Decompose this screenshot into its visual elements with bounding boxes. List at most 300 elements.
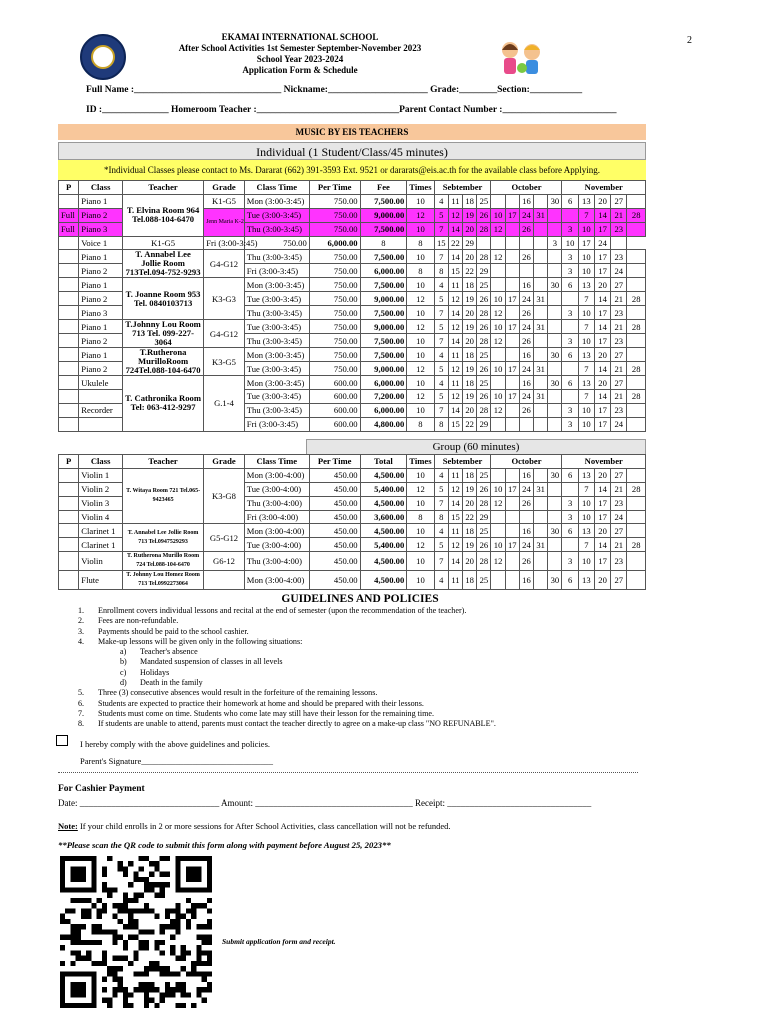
guideline-text: Students are expected to practice their homework at home and should be prepared with their lessons. <box>98 698 424 708</box>
oct-date-cell: 17 <box>505 390 519 404</box>
period-cell <box>59 334 79 348</box>
period-cell <box>59 496 79 510</box>
oct-date-cell: 17 <box>505 320 519 334</box>
sep-date-cell: 14 <box>448 306 462 320</box>
time-cell: Thu (3:00-4:00) <box>244 552 309 571</box>
sep-date-cell: 14 <box>448 334 462 348</box>
teacher-cell: T.Johnny Lou Room 713 Tel. 099-227-3064 <box>122 320 203 348</box>
grade-cell: K1-G5 <box>122 236 203 250</box>
total-cell: 4,500.00 <box>360 524 407 538</box>
oct-date-cell <box>534 334 548 348</box>
table-row <box>59 278 646 292</box>
school-logo-icon <box>80 34 126 80</box>
nov-date-cell: 6 <box>562 376 578 390</box>
sep-date-cell: 29 <box>477 510 491 524</box>
sep-date-cell: 22 <box>463 417 477 431</box>
period-cell <box>59 417 79 431</box>
oct-date-cell: 31 <box>534 208 548 222</box>
grade-cell: G4-G12 <box>204 320 245 348</box>
oct-date-cell <box>548 306 562 320</box>
student-id-line[interactable]: ID :______________ Homeroom Teacher :______________________________Parent Contact Number :________________________ <box>86 105 617 115</box>
per-time-cell: 750.00 <box>309 306 360 320</box>
grade-cell: K3-G8 <box>204 468 245 524</box>
period-cell <box>59 403 79 417</box>
sep-date-cell: 20 <box>463 250 477 264</box>
guideline-subitem <box>78 647 638 657</box>
period-cell <box>59 320 79 334</box>
sep-date-cell: 7 <box>434 403 448 417</box>
oct-date-cell <box>505 334 519 348</box>
nov-date-cell: 13 <box>578 524 594 538</box>
fee-cell: 7,200.00 <box>360 390 407 404</box>
oct-date-cell <box>505 376 519 390</box>
guideline-number: 8. <box>78 719 85 729</box>
period-cell: Full <box>59 222 79 236</box>
nov-date-cell: 7 <box>578 362 594 376</box>
nov-date-cell: 3 <box>562 222 578 236</box>
music-band: MUSIC BY EIS TEACHERS <box>58 124 646 140</box>
times-cell: 10 <box>407 496 434 510</box>
oct-date-cell: 10 <box>491 362 505 376</box>
table-row <box>59 348 646 362</box>
guidelines-list <box>78 606 638 730</box>
nov-date-cell <box>627 496 646 510</box>
sep-date-cell: 5 <box>434 292 448 306</box>
class-cell: Clarinet 1 <box>79 524 123 538</box>
teacher-cell: T. Witaya Room 721 Tel.065-9423465 <box>122 468 203 524</box>
period-cell <box>59 571 79 590</box>
period-cell <box>59 250 79 264</box>
sep-date-cell: 15 <box>434 236 448 250</box>
time-cell: Tue (3:00-4:00) <box>244 482 309 496</box>
oct-date-cell: 16 <box>519 524 533 538</box>
nov-date-cell: 14 <box>594 292 610 306</box>
sep-date-cell: 18 <box>463 348 477 362</box>
oct-date-cell: 24 <box>519 362 533 376</box>
page-number: 2 <box>687 35 692 46</box>
nov-date-cell: 3 <box>562 510 578 524</box>
time-cell: Thu (3:00-3:45) <box>244 250 309 264</box>
oct-date-cell <box>505 306 519 320</box>
col-class: Class <box>79 181 123 195</box>
period-cell <box>59 194 79 208</box>
table-row <box>59 571 646 590</box>
sep-date-cell: 25 <box>477 348 491 362</box>
nov-date-cell: 23 <box>611 403 627 417</box>
sep-date-cell: 8 <box>434 417 448 431</box>
sep-date-cell: 12 <box>448 208 462 222</box>
class-cell: Clarinet 1 <box>79 538 123 552</box>
group-col-october: October <box>491 455 562 469</box>
sep-date-cell: 22 <box>463 510 477 524</box>
sep-date-cell: 5 <box>434 482 448 496</box>
class-cell: Piano 2 <box>79 362 123 376</box>
oct-date-cell: 26 <box>519 403 533 417</box>
nov-date-cell: 24 <box>611 264 627 278</box>
nov-date-cell: 24 <box>611 417 627 431</box>
time-cell: Tue (3:00-3:45) <box>244 390 309 404</box>
oct-date-cell <box>534 236 548 250</box>
oct-date-cell: 24 <box>519 482 533 496</box>
total-cell: 5,400.00 <box>360 482 407 496</box>
nov-date-cell <box>627 278 646 292</box>
time-cell: Fri (3:00-3:45) <box>244 417 309 431</box>
sep-date-cell: 11 <box>448 278 462 292</box>
sep-date-cell: 29 <box>477 417 491 431</box>
teacher-cell: T. Cathronika Room Tel: 063-412-9297 <box>122 376 203 432</box>
nov-date-cell: 7 <box>578 292 594 306</box>
class-cell: Violin 2 <box>79 482 123 496</box>
oct-date-cell: 10 <box>491 390 505 404</box>
nov-date-cell: 3 <box>562 552 578 571</box>
guideline-number: 7. <box>78 708 85 718</box>
per-time-cell: 450.00 <box>309 468 360 482</box>
oct-date-cell <box>548 222 562 236</box>
per-time-cell: 450.00 <box>309 482 360 496</box>
table-row <box>59 320 646 334</box>
oct-date-cell <box>534 264 548 278</box>
oct-date-cell <box>519 236 533 250</box>
group-band: Group (60 minutes) <box>306 439 646 455</box>
group-col-teacher: Teacher <box>122 455 203 469</box>
nov-date-cell <box>627 194 646 208</box>
nov-date-cell: 28 <box>627 208 646 222</box>
per-time-cell: 450.00 <box>309 510 360 524</box>
sep-date-cell: 7 <box>434 222 448 236</box>
col-teacher: Teacher <box>122 181 203 195</box>
guideline-number: a) <box>120 647 127 657</box>
table-row <box>59 524 646 538</box>
sep-date-cell: 20 <box>463 334 477 348</box>
sep-date-cell: 26 <box>477 292 491 306</box>
nov-date-cell: 17 <box>594 250 610 264</box>
sep-date-cell: 4 <box>434 524 448 538</box>
fee-cell: 6,000.00 <box>360 264 407 278</box>
nov-date-cell <box>627 468 646 482</box>
class-cell: Violin 4 <box>79 510 123 524</box>
times-cell: 10 <box>407 334 434 348</box>
period-cell <box>59 348 79 362</box>
nov-date-cell: 21 <box>611 320 627 334</box>
guideline-item <box>78 616 638 626</box>
time-cell: Thu (3:00-3:45) <box>244 403 309 417</box>
nov-date-cell: 3 <box>562 403 578 417</box>
time-cell: Thu (3:00-3:45) <box>244 334 309 348</box>
sep-date-cell: 28 <box>477 496 491 510</box>
fee-cell: 7,500.00 <box>360 278 407 292</box>
period-cell <box>59 306 79 320</box>
note-label: Note: <box>58 821 78 831</box>
oct-date-cell: 17 <box>505 292 519 306</box>
teacher-cell: T. Johnny Lou Homez Room 713 Tel.0992273064 <box>122 571 203 590</box>
oct-date-cell <box>548 496 562 510</box>
nov-date-cell <box>627 334 646 348</box>
sep-date-cell: 11 <box>448 194 462 208</box>
times-cell: 12 <box>407 362 434 376</box>
oct-date-cell <box>534 496 548 510</box>
sep-date-cell: 12 <box>448 538 462 552</box>
nov-date-cell <box>627 222 646 236</box>
guideline-item <box>78 637 638 647</box>
guideline-item <box>78 719 638 729</box>
class-cell: Piano 3 <box>79 306 123 320</box>
fee-cell: 7,500.00 <box>360 306 407 320</box>
oct-date-cell <box>505 236 519 250</box>
nov-date-cell: 6 <box>562 348 578 362</box>
per-time-cell: 750.00 <box>309 362 360 376</box>
guideline-number: 4. <box>78 636 85 646</box>
nov-date-cell: 13 <box>578 468 594 482</box>
nov-date-cell: 13 <box>578 194 594 208</box>
sep-date-cell: 26 <box>477 390 491 404</box>
sep-date-cell: 18 <box>463 571 477 590</box>
class-cell: Piano 2 <box>79 264 123 278</box>
oct-date-cell <box>534 222 548 236</box>
guideline-text: Make-up lessons will be given only in the following situations: <box>98 636 303 646</box>
times-cell: 10 <box>407 278 434 292</box>
per-time-cell: 450.00 <box>309 524 360 538</box>
sep-date-cell: 5 <box>434 362 448 376</box>
cashier-payment-line[interactable]: Date: _______________________________ Amount: ___________________________________ Receipt: ________________________________ <box>58 798 592 808</box>
sep-date-cell: 4 <box>434 194 448 208</box>
period-cell <box>59 468 79 482</box>
oct-date-cell <box>505 496 519 510</box>
class-cell: Piano 2 <box>79 208 123 222</box>
period-cell <box>59 510 79 524</box>
oct-date-cell: 16 <box>519 571 533 590</box>
guideline-text: If students are unable to attend, parents must contact the teacher directly to agree on a make-up class "NO REFUNABLE". <box>98 719 496 729</box>
oct-date-cell <box>534 552 548 571</box>
oct-date-cell <box>534 571 548 590</box>
sep-date-cell: 4 <box>434 278 448 292</box>
nov-date-cell: 14 <box>594 390 610 404</box>
sep-date-cell: 4 <box>434 468 448 482</box>
times-cell: 10 <box>407 403 434 417</box>
nov-date-cell <box>627 250 646 264</box>
nov-date-cell: 14 <box>594 482 610 496</box>
refund-note <box>58 821 451 831</box>
oct-date-cell <box>548 292 562 306</box>
time-cell: Tue (3:00-3:45) <box>244 320 309 334</box>
oct-date-cell: 31 <box>534 292 548 306</box>
total-cell: 4,500.00 <box>360 468 407 482</box>
nov-date-cell: 27 <box>611 278 627 292</box>
time-cell: Thu (3:00-3:45) <box>244 306 309 320</box>
oct-date-cell: 31 <box>534 362 548 376</box>
times-cell: 10 <box>407 571 434 590</box>
guideline-number: 6. <box>78 698 85 708</box>
nov-date-cell: 10 <box>562 236 578 250</box>
sep-date-cell: 26 <box>477 320 491 334</box>
nov-date-cell: 28 <box>627 320 646 334</box>
sep-date-cell: 19 <box>463 292 477 306</box>
oct-date-cell: 26 <box>519 250 533 264</box>
oct-date-cell <box>505 403 519 417</box>
time-cell: Mon (3:00-3:45) <box>244 194 309 208</box>
grade-cell: K3-G3 <box>204 278 245 320</box>
oct-date-cell: 17 <box>505 538 519 552</box>
guideline-text: Death in the family <box>140 678 203 688</box>
nov-date-cell <box>562 320 578 334</box>
per-time-cell: 750.00 <box>309 320 360 334</box>
nov-date-cell <box>627 510 646 524</box>
nov-date-cell: 27 <box>611 348 627 362</box>
nov-date-cell <box>562 538 578 552</box>
nov-date-cell: 3 <box>562 264 578 278</box>
sep-date-cell: 25 <box>477 278 491 292</box>
time-cell: Mon (3:00-3:45) <box>244 278 309 292</box>
grade-cell: K3-G5 <box>204 348 245 376</box>
times-cell: 12 <box>407 320 434 334</box>
oct-date-cell: 16 <box>519 278 533 292</box>
sep-date-cell: 12 <box>448 292 462 306</box>
nov-date-cell: 21 <box>611 482 627 496</box>
oct-date-cell: 10 <box>491 320 505 334</box>
oct-date-cell: 12 <box>491 306 505 320</box>
col-october: October <box>491 181 562 195</box>
per-time-cell: 450.00 <box>309 496 360 510</box>
per-time-cell: 600.00 <box>309 376 360 390</box>
table-row <box>59 376 646 390</box>
class-cell: Piano 1 <box>79 320 123 334</box>
nov-date-cell: 6 <box>562 468 578 482</box>
nov-date-cell: 17 <box>594 552 610 571</box>
group-col-p: P <box>59 455 79 469</box>
oct-date-cell: 24 <box>519 538 533 552</box>
nov-date-cell: 10 <box>578 334 594 348</box>
sep-date-cell: 25 <box>477 376 491 390</box>
sep-date-cell: 25 <box>477 468 491 482</box>
oct-date-cell: 12 <box>491 403 505 417</box>
fee-cell: 9,000.00 <box>360 362 407 376</box>
oct-date-cell <box>491 376 505 390</box>
class-cell: Piano 1 <box>79 278 123 292</box>
sep-date-cell: 11 <box>448 376 462 390</box>
times-cell: 12 <box>407 208 434 222</box>
grade-cell <box>204 571 245 590</box>
fee-cell: 9,000.00 <box>360 320 407 334</box>
col-p: P <box>59 181 79 195</box>
nov-date-cell: 6 <box>562 571 578 590</box>
guideline-item <box>78 606 638 616</box>
nov-date-cell: 7 <box>578 390 594 404</box>
sep-date-cell: 7 <box>434 552 448 571</box>
nov-date-cell: 23 <box>611 334 627 348</box>
fee-cell: 6,000.00 <box>360 403 407 417</box>
nov-date-cell: 24 <box>611 510 627 524</box>
class-cell: Piano 1 <box>79 250 123 264</box>
sep-date-cell: 29 <box>463 236 477 250</box>
table-row <box>59 236 646 250</box>
col-november: November <box>562 181 646 195</box>
teacher-cell: T. Rutherona Murillo Room 724 Tel.088-104-6470 <box>122 552 203 571</box>
grade-cell: Jenn Maria K-2 <box>204 208 245 236</box>
per-time-cell: 750.00 <box>309 278 360 292</box>
guideline-text: Enrollment covers individual lessons and recital at the end of semester (upon the recommendation of the teacher). <box>98 606 467 615</box>
total-cell: 3,600.00 <box>360 510 407 524</box>
times-cell: 10 <box>407 222 434 236</box>
class-cell: Flute <box>79 571 123 590</box>
group-col-times: Times <box>407 455 434 469</box>
per-time-cell: 450.00 <box>309 552 360 571</box>
nov-date-cell <box>627 552 646 571</box>
nov-date-cell: 20 <box>594 278 610 292</box>
oct-date-cell <box>505 468 519 482</box>
oct-date-cell: 16 <box>519 468 533 482</box>
time-cell: Mon (3:00-3:45) <box>244 348 309 362</box>
oct-date-cell: 24 <box>519 292 533 306</box>
guideline-text: Teacher's absence <box>140 647 198 657</box>
comply-checkbox[interactable] <box>56 735 68 746</box>
teacher-cell: T. Elvina Room 964 Tel.088-104-6470 <box>122 194 203 236</box>
student-info-line[interactable]: Full Name :_______________________________ Nickname:_____________________ Grade:________Section:___________ <box>86 85 583 95</box>
time-cell: Tue (3:00-3:45) <box>244 362 309 376</box>
nov-date-cell: 14 <box>594 208 610 222</box>
oct-date-cell: 31 <box>534 390 548 404</box>
cashier-title: For Cashier Payment <box>58 784 145 794</box>
class-cell: Ukulele <box>79 376 123 390</box>
time-cell: Fri (3:00-3:45) <box>204 236 245 250</box>
group-col-class: Class <box>79 455 123 469</box>
nov-date-cell: 27 <box>611 194 627 208</box>
sep-date-cell: 18 <box>463 468 477 482</box>
oct-date-cell <box>505 417 519 431</box>
nov-date-cell: 28 <box>627 390 646 404</box>
sep-date-cell: 14 <box>448 496 462 510</box>
oct-date-cell: 30 <box>548 348 562 362</box>
fee-cell: 7,500.00 <box>360 348 407 362</box>
class-cell: Piano 2 <box>79 292 123 306</box>
nov-date-cell <box>562 482 578 496</box>
per-time-cell: 750.00 <box>309 194 360 208</box>
table-row <box>59 194 646 208</box>
parent-signature-line[interactable]: Parent's Signature_______________________________ <box>80 756 274 766</box>
individual-note: *Individual Classes please contact to Ms. Dararat (662) 391-3593 Ext. 9521 or dararats@eis.ac.th for the available class before Applying. <box>58 160 646 180</box>
sep-date-cell: 4 <box>434 348 448 362</box>
oct-date-cell: 31 <box>534 482 548 496</box>
class-cell <box>79 417 123 431</box>
per-time-cell: 600.00 <box>309 417 360 431</box>
guideline-number: 2. <box>78 616 85 626</box>
teacher-cell: T. Joanne Room 953 Tel. 0840103713 <box>122 278 203 320</box>
time-cell: Thu (3:00-3:45) <box>244 222 309 236</box>
nov-date-cell: 20 <box>594 524 610 538</box>
time-cell: Mon (3:00-4:00) <box>244 468 309 482</box>
nov-date-cell: 21 <box>611 362 627 376</box>
group-col-grade: Grade <box>204 455 245 469</box>
teacher-cell: T. Annabel Lee Jollie Room 713 Tel.0947529293 <box>122 524 203 552</box>
per-time-cell: 450.00 <box>309 538 360 552</box>
period-cell <box>59 278 79 292</box>
oct-date-cell <box>477 236 491 250</box>
sep-date-cell: 11 <box>448 571 462 590</box>
times-cell: 12 <box>407 538 434 552</box>
sep-date-cell: 14 <box>448 552 462 571</box>
nov-date-cell: 27 <box>611 468 627 482</box>
oct-date-cell <box>548 538 562 552</box>
nov-date-cell: 3 <box>562 306 578 320</box>
class-cell: Violin <box>79 552 123 571</box>
nov-date-cell <box>627 376 646 390</box>
nov-date-cell: 28 <box>627 482 646 496</box>
oct-date-cell: 31 <box>534 320 548 334</box>
nov-date-cell: 23 <box>611 250 627 264</box>
qr-code-icon[interactable] <box>60 856 212 1008</box>
document-header <box>150 32 450 76</box>
oct-date-cell <box>505 194 519 208</box>
sep-date-cell: 4 <box>434 571 448 590</box>
oct-date-cell <box>534 348 548 362</box>
